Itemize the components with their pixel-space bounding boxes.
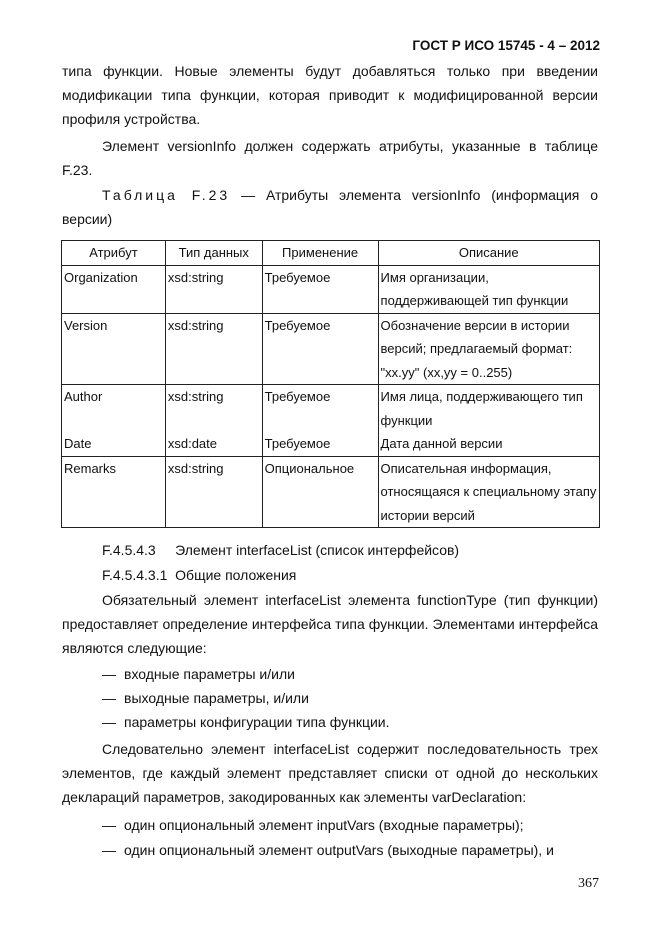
- document-header: ГОСТ Р ИСО 15745 - 4 – 2012: [412, 38, 600, 53]
- table-row: [62, 313, 600, 385]
- attributes-table: [61, 240, 600, 528]
- cell-description: Имя организации, поддерживающей тип функции: [378, 265, 599, 313]
- table-row: [62, 456, 600, 528]
- table-row: [62, 385, 600, 433]
- cell-use: Требуемое: [262, 265, 378, 313]
- table-caption: [62, 183, 598, 231]
- list-item: — параметры конфигурации типа функции.: [102, 714, 390, 730]
- cell-type: xsd:string: [165, 265, 262, 313]
- paragraph-2: Элемент versionInfo должен содержать атрибуты, указанные в таблице F.23.: [62, 138, 598, 178]
- table-caption-text: — Атрибуты элемента versionInfo (информация о версии): [62, 187, 598, 227]
- table-header-row: [62, 241, 600, 266]
- cell-description: Имя лица, поддерживающего тип функции: [378, 385, 599, 433]
- header-cell: Тип данных: [165, 241, 262, 266]
- cell-attribute: Remarks: [62, 456, 166, 528]
- list-item: — один опциональный элемент outputVars (выходные параметры), и: [102, 842, 554, 858]
- header-cell: Атрибут: [62, 241, 166, 266]
- paragraph-4: Следовательно элемент interfaceList содержит последовательность трех элементов, где каждый элемент представляет списки от одной до нескольких деклараций параметров, закодированных как элементы varDeclaration:: [62, 741, 598, 805]
- table-caption-label: Таблица F.23: [102, 187, 231, 203]
- cell-use: Требуемое: [262, 313, 378, 385]
- cell-type: xsd:date: [165, 432, 262, 456]
- cell-attribute: Author: [62, 385, 166, 433]
- cell-attribute: Version: [62, 313, 166, 385]
- header-cell: Описание: [378, 241, 599, 266]
- page-number: 367: [578, 876, 599, 891]
- paragraph-3: Обязательный элемент interfaceList элемента functionType (тип функции) предоставляет определение интерфейса типа функции. Элементами интерфейса являются следующие:: [62, 592, 598, 656]
- cell-type: xsd:string: [165, 313, 262, 385]
- cell-description: Дата данной версии: [378, 432, 599, 456]
- cell-use: Требуемое: [262, 432, 378, 456]
- cell-attribute: Organization: [62, 265, 166, 313]
- section-heading-interfacelist: F.4.5.4.3 Элемент interfaceList (список интерфейсов): [102, 542, 460, 558]
- cell-type: xsd:string: [165, 385, 262, 433]
- cell-description: Описательная информация, относящаяся к специальному этапу истории версий: [378, 456, 599, 528]
- cell-description: Обозначение версии в истории версий; предлагаемый формат: "xx.yy" (xx,yy = 0..255): [378, 313, 599, 385]
- cell-use: Опциональное: [262, 456, 378, 528]
- list-item: — выходные параметры, и/или: [102, 690, 309, 706]
- list-item: — один опциональный элемент inputVars (входные параметры);: [102, 817, 524, 833]
- table-row: [62, 432, 600, 456]
- cell-use: Требуемое: [262, 385, 378, 433]
- table-row: [62, 265, 600, 313]
- section-heading-general: F.4.5.4.3.1 Общие положения: [102, 567, 297, 583]
- paragraph-1: типа функции. Новые элементы будут добавляться только при введении модификации типа функции, которая приводит к модифицированной версии профиля устройства.: [62, 63, 598, 127]
- header-cell: Применение: [262, 241, 378, 266]
- cell-attribute: Date: [62, 432, 166, 456]
- list-item: — входные параметры и/или: [102, 666, 295, 682]
- cell-type: xsd:string: [165, 456, 262, 528]
